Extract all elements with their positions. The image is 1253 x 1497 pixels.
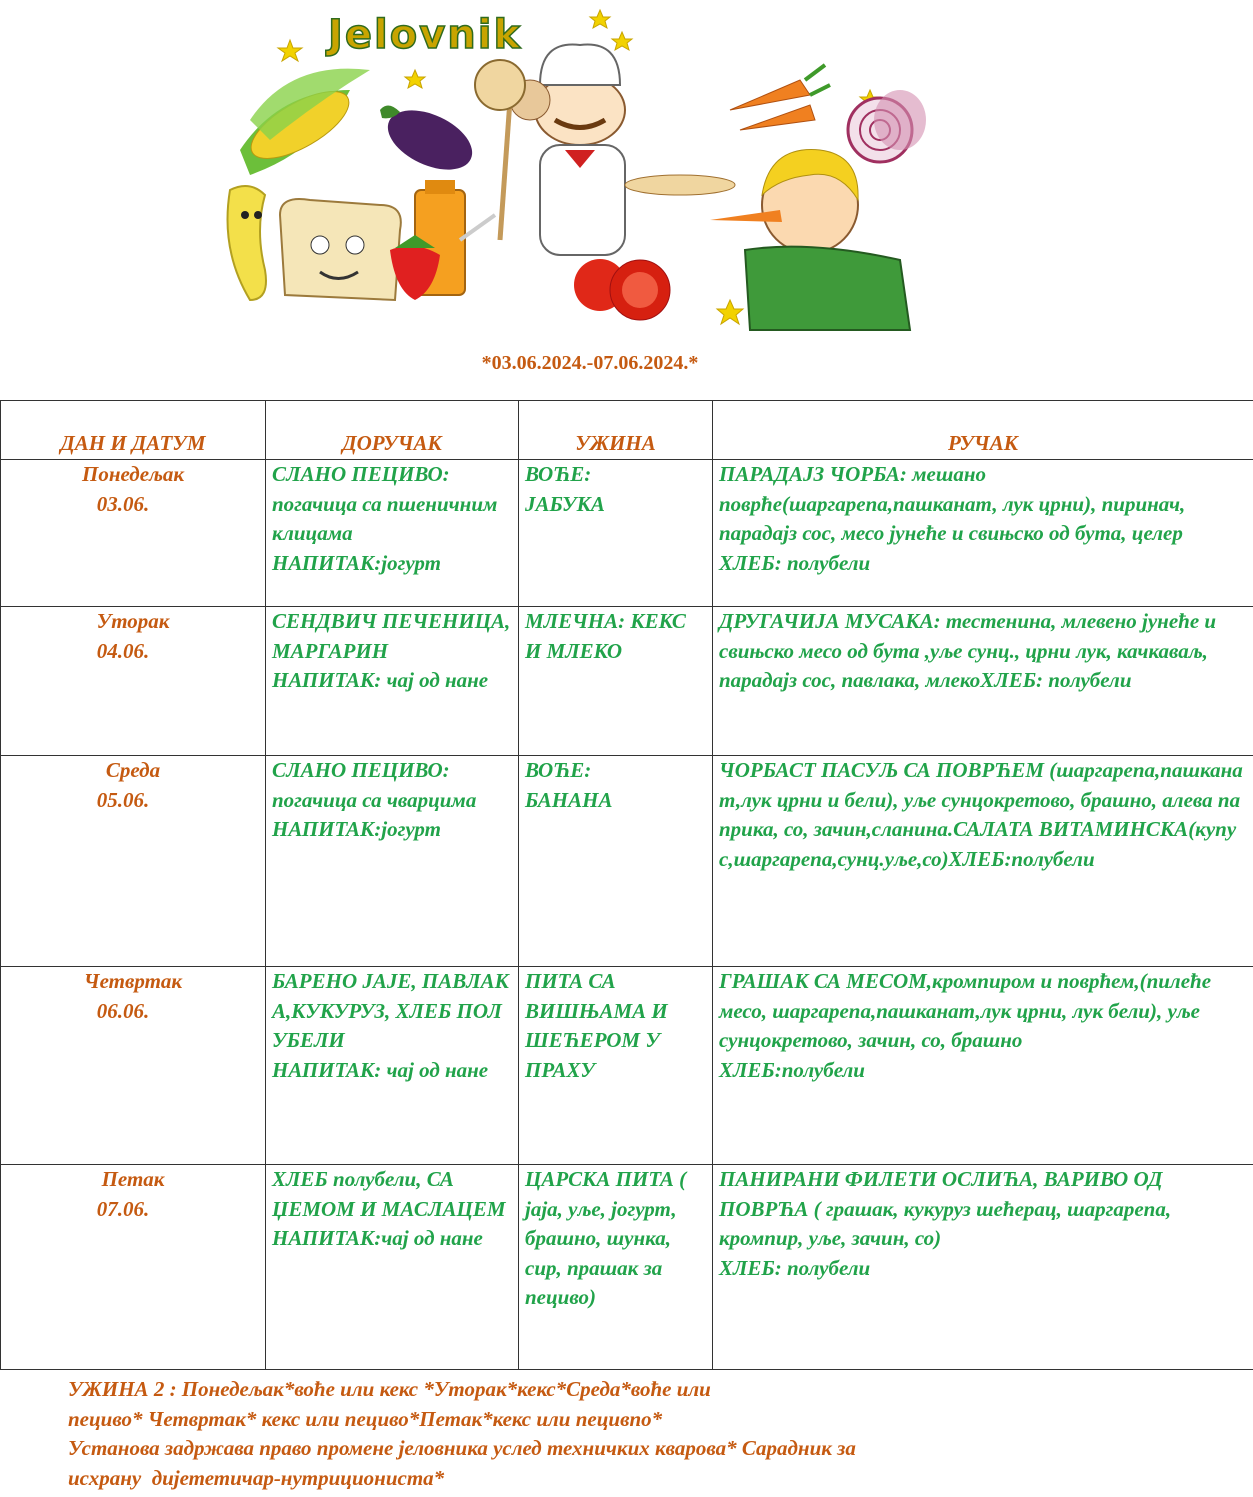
day-name: Петак [101, 1167, 165, 1191]
date-range: *03.06.2024.-07.06.2024.* [481, 352, 699, 374]
header-snack: УЖИНА [519, 401, 713, 460]
lunch-cell: ПАРАДАЈЗ ЧОРБА: мешано поврће(шаргарепа,пашканат, лук црни), пиринач, парадајз сос, месо јунеће и свињско од бута, целер ХЛЕБ: полубели [713, 460, 1253, 607]
eggplant-icon [379, 98, 482, 181]
table-row [1, 967, 1253, 1165]
day-date: 07.06. [96, 1196, 150, 1221]
day-cell [1, 460, 266, 607]
table-row [1, 1165, 1253, 1370]
day-name: Среда [105, 758, 161, 782]
header-day-date: ДАН И ДАТУМ [1, 401, 266, 460]
lunch-cell: ПАНИРАНИ ФИЛЕТИ ОСЛИЋА, ВАРИВО ОД ПОВРЋА ( грашак, кукуруз шећерац, шаргарепа, кромпир, уље, зачин, со) ХЛЕБ: полубели [713, 1165, 1253, 1370]
breakfast-cell: БАРЕНО ЈАЈЕ, ПАВЛАКА,КУКУРУЗ, ХЛЕБ ПОЛУБЕЛИ НАПИТАК: чај од нане [266, 967, 519, 1165]
footer-line: Установа задржава право промене јеловника услед техничких кварова* Сарадник за [68, 1436, 856, 1461]
day-cell [1, 607, 266, 756]
footer-line: УЖИНА 2 : Понедељак*воће или кекс *Уторак*кекс*Среда*воће или [68, 1377, 711, 1401]
header-illustration [210, 0, 930, 340]
logo-title: Jelovnik [328, 12, 523, 58]
footer-line: исхрану дијететичар-нутриционистa* [68, 1465, 445, 1490]
snack-cell: ВОЋЕ: БАНАНА [519, 756, 713, 967]
header-breakfast: ДОРУЧАК [266, 401, 519, 460]
table-header-row [1, 401, 1253, 460]
lunch-cell: ДРУГАЧИЈА МУСАКА: тестенина, млевено јунеће и свињско месо од бута ,уље сунц., црни лук, качкаваљ, парадајз сос, павлака, млекоХЛЕБ: полубели [713, 607, 1253, 756]
footer-notes [68, 1375, 1168, 1493]
table-row [1, 460, 1253, 607]
tomato-icon [574, 259, 670, 320]
child-icon [710, 150, 910, 330]
snack-cell: ПИТА СА ВИШЊАМА И ШЕЋЕРОМ У ПРАХУ [519, 967, 713, 1165]
day-date: 03.06. [96, 491, 150, 516]
day-name: Понедељак [81, 462, 185, 486]
breakfast-cell: СЛАНО ПЕЦИВО: погачица са пшеничним клицама НАПИТАК:јогурт [266, 460, 519, 607]
breakfast-cell: ХЛЕБ полубели, СА ЏЕМОМ И МАСЛАЦЕМ НАПИТАК:чај од нане [266, 1165, 519, 1370]
day-date: 04.06. [96, 638, 150, 663]
day-date: 05.06. [96, 787, 150, 812]
breakfast-cell: СЕНДВИЧ ПЕЧЕНИЦА, МАРГАРИН НАПИТАК: чај од нане [266, 607, 519, 756]
carrot-icon [730, 65, 830, 130]
snack-cell: МЛЕЧНА: КЕКС И МЛЕКО [519, 607, 713, 756]
corn-icon [240, 69, 370, 175]
day-cell [1, 1165, 266, 1370]
day-cell [1, 967, 266, 1165]
banana-icon [228, 186, 267, 300]
day-name: Четвртак [83, 969, 183, 993]
day-cell [1, 756, 266, 967]
day-date: 06.06. [96, 998, 150, 1023]
snack-cell: ВОЋЕ: ЈАБУКА [519, 460, 713, 607]
lunch-cell: ГРАШАК СА МЕСОМ,кромпиром и поврћем,(пилеће месо, шаргарепа,пашканат,лук црни, лук бели), уље сунцокретово, зачин, со, брашно ХЛЕБ:полубели [713, 967, 1253, 1165]
bread-icon [280, 199, 401, 300]
footer-line: пециво* Четвртак* кекс или пециво*Петак*кекс или пецивпо* [68, 1406, 663, 1431]
table-row [1, 756, 1253, 967]
breakfast-cell: СЛАНО ПЕЦИВО: погачица са чварцима НАПИТАК:јогурт [266, 756, 519, 967]
chef-icon [475, 45, 735, 256]
snack-cell: ЦАРСКА ПИТА ( јаја, уље, јогурт, брашно, шунка, сир, прашак за пециво) [519, 1165, 713, 1370]
day-name: Уторак [96, 609, 170, 633]
table-row [1, 607, 1253, 756]
menu-table [0, 400, 1253, 1370]
lunch-cell: ЧОРБАСТ ПАСУЉ СА ПОВРЋЕМ (шаргарепа,пашканат,лук црни и бели), уље сунцокретово, брашно, алева паприка, со, зачин,сланина.САЛАТА ВИТАМИНСКА(купус,шаргарепа,сунц.уље,со)ХЛЕБ:полубели [713, 756, 1253, 967]
header-lunch: РУЧАК [713, 401, 1253, 460]
onion-icon [848, 90, 926, 162]
